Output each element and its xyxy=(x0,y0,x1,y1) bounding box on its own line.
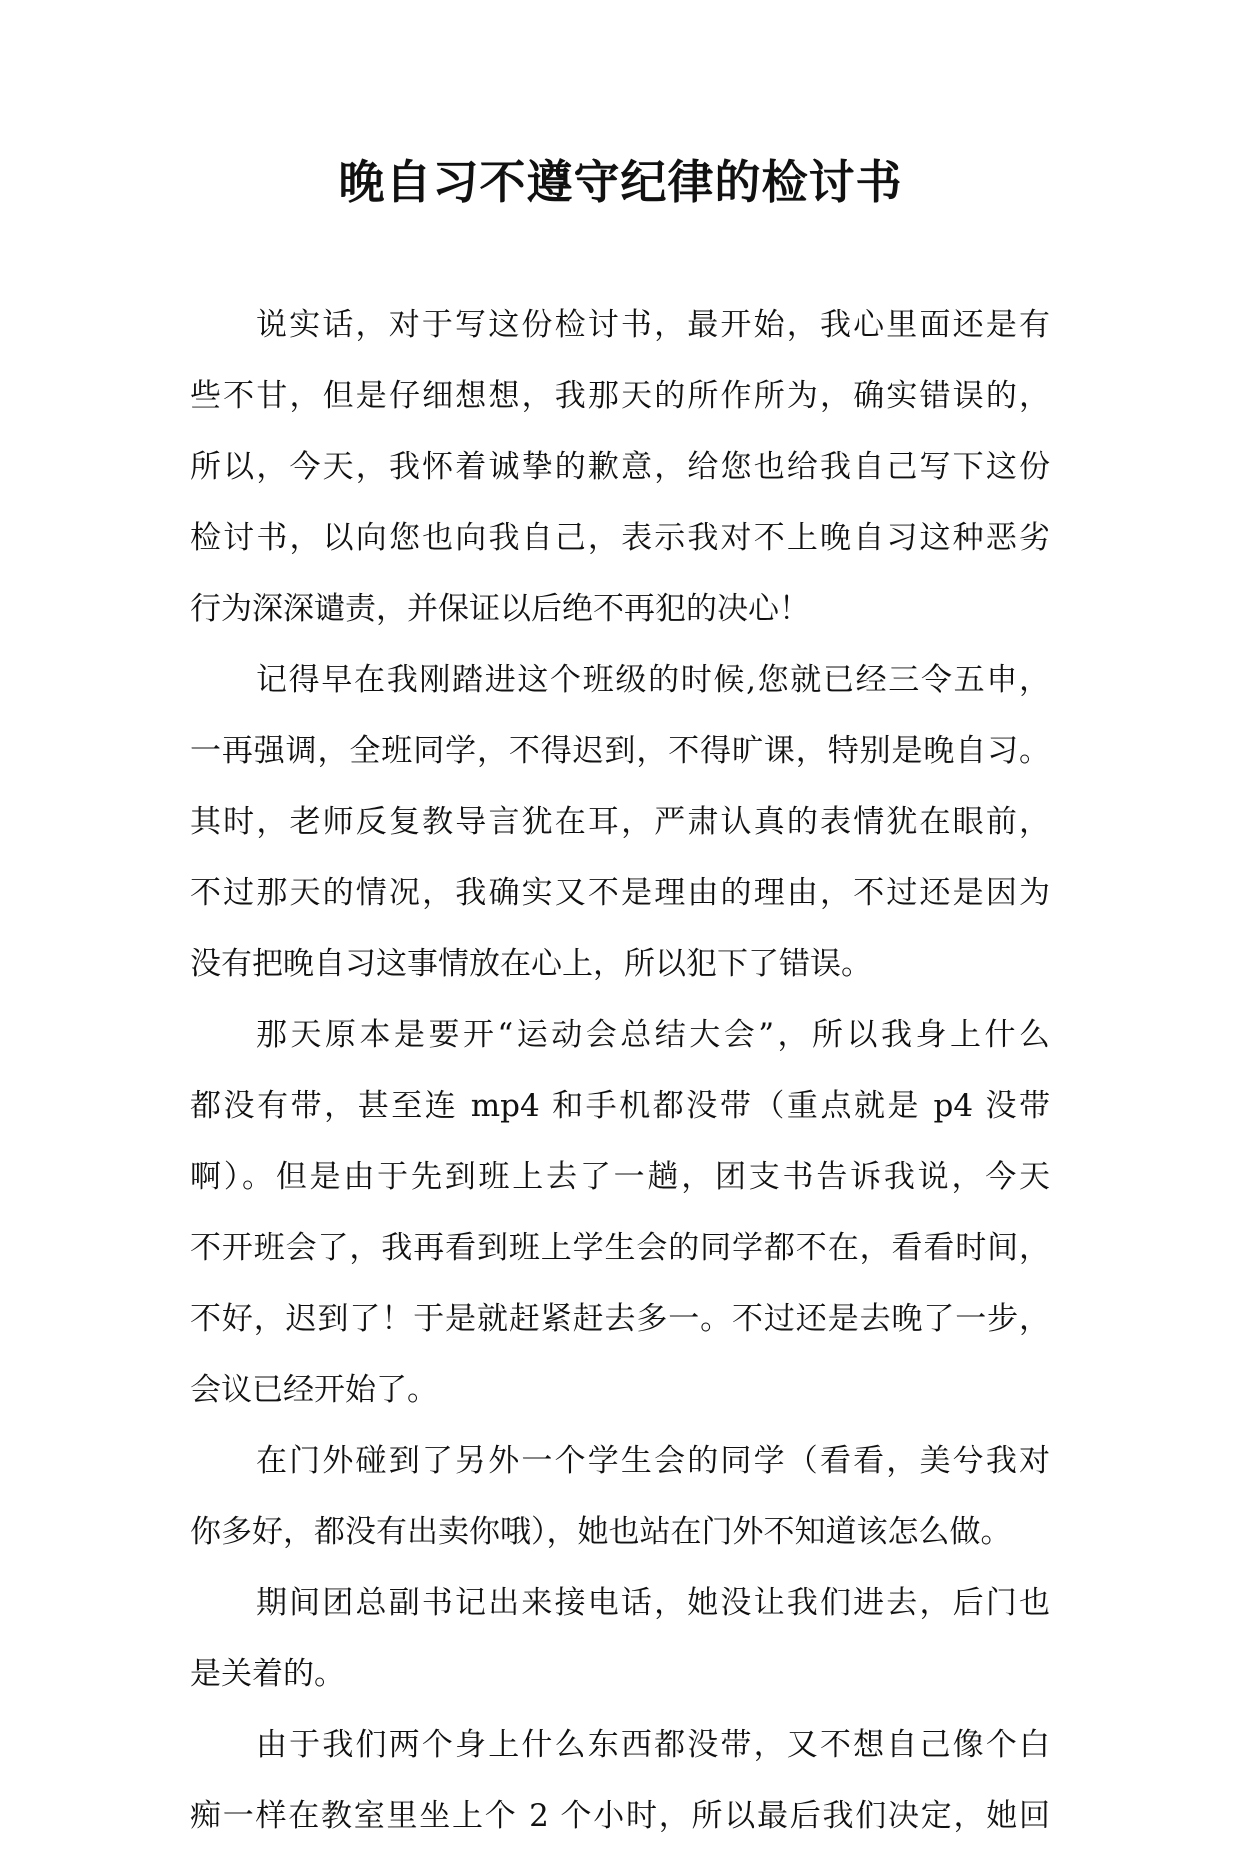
text-line: 检讨书，以向您也向我自己，表示我对不上晚自习这种恶劣 xyxy=(190,520,1050,556)
text-line: 会议已经开始了。 xyxy=(190,1372,438,1408)
text-line: 所以，今天，我怀着诚挚的歉意，给您也给我自己写下这份 xyxy=(190,449,1050,485)
paragraph xyxy=(190,645,1050,1000)
text-line: 啊）。但是由于先到班上去了一趟，团支书告诉我说，今天 xyxy=(190,1159,1050,1195)
text-line: 不过那天的情况，我确实又不是理由的理由，不过还是因为 xyxy=(190,875,1050,911)
document-title: 晚自习不遵守纪律的检讨书 xyxy=(338,155,903,209)
text-line: 行为深深谴责，并保证以后绝不再犯的决心！ xyxy=(190,591,810,627)
text-line: 都没有带，甚至连 mp4 和手机都没带（重点就是 p4 没带 xyxy=(190,1088,1050,1124)
text-line: 一再强调，全班同学，不得迟到，不得旷课，特别是晚自习。 xyxy=(190,733,1050,769)
text-line: 痴一样在教室里坐上个 2 个小时，所以最后我们决定，她回 xyxy=(190,1798,1050,1834)
text-line: 由于我们两个身上什么东西都没带，又不想自己像个白 xyxy=(256,1727,1050,1763)
paragraph xyxy=(190,1710,1050,1852)
paragraph xyxy=(190,290,1050,645)
text-line: 在门外碰到了另外一个学生会的同学（看看，美兮我对 xyxy=(256,1443,1050,1479)
paragraph xyxy=(190,1568,1050,1710)
text-line: 期间团总副书记出来接电话，她没让我们进去，后门也 xyxy=(256,1585,1050,1621)
text-line: 说实话，对于写这份检讨书，最开始，我心里面还是有 xyxy=(256,307,1050,343)
text-line: 你多好，都没有出卖你哦），她也站在门外不知道该怎么做。 xyxy=(190,1514,1012,1550)
text-line: 不好，迟到了！于是就赶紧赶去多一。不过还是去晚了一步， xyxy=(190,1301,1050,1337)
paragraph xyxy=(190,1426,1050,1568)
text-line: 不开班会了，我再看到班上学生会的同学都不在，看看时间， xyxy=(190,1230,1050,1266)
text-line: 些不甘，但是仔细想想，我那天的所作所为，确实错误的， xyxy=(190,378,1050,414)
text-line: 其时，老师反复教导言犹在耳，严肃认真的表情犹在眼前， xyxy=(190,804,1050,840)
document-body xyxy=(190,290,1050,1852)
text-line: 是关着的。 xyxy=(190,1656,345,1692)
text-line: 没有把晚自习这事情放在心上，所以犯下了错误。 xyxy=(190,946,872,982)
text-line: 那天原本是要开“运动会总结大会”，所以我身上什么 xyxy=(256,1017,1050,1053)
text-line: 记得早在我刚踏进这个班级的时候,您就已经三令五申， xyxy=(256,662,1050,698)
paragraph xyxy=(190,1000,1050,1426)
